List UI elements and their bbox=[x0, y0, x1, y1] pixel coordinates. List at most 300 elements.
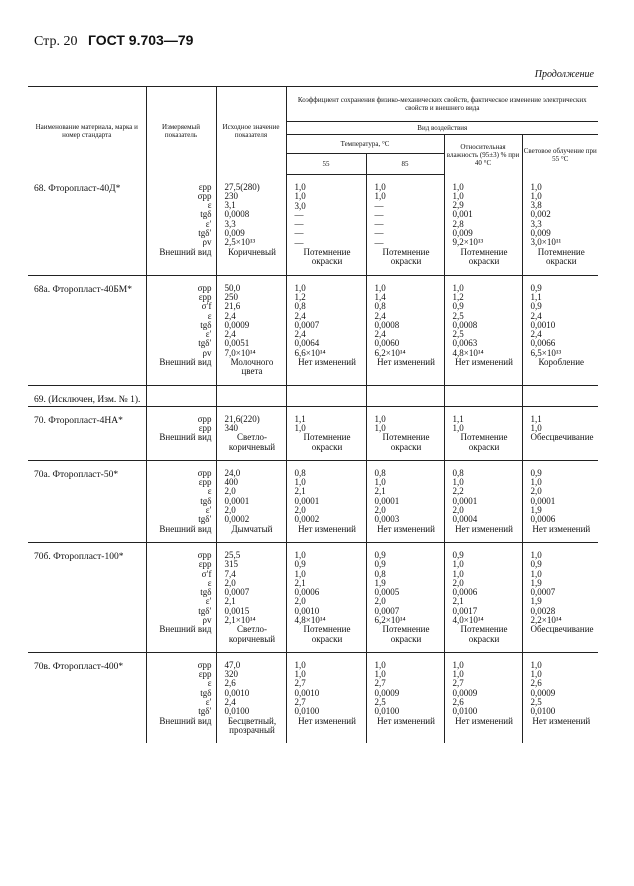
cell-indicator bbox=[146, 460, 216, 542]
light-value: 0,0100 bbox=[530, 706, 556, 717]
table-row bbox=[28, 175, 598, 276]
indicator-value: ρv bbox=[202, 237, 212, 248]
light-value: 0,0006 bbox=[530, 514, 556, 525]
indicator-value: σ′f bbox=[201, 301, 212, 312]
humidity-value: 0,9 bbox=[452, 549, 464, 560]
light-value: Коробление bbox=[538, 357, 585, 368]
t85-value: 2,0 bbox=[374, 505, 386, 516]
material-name: 70. Фторопласт-4НА* bbox=[28, 406, 146, 460]
header-indicator: Измеряемый показатель bbox=[146, 87, 216, 175]
humidity-value: 2,5 bbox=[452, 329, 464, 340]
t85-value: Потемнение окраски bbox=[382, 432, 430, 452]
humidity-value: 2,6 bbox=[452, 697, 464, 708]
initial-value: 2,4 bbox=[224, 697, 236, 708]
light-value: 0,0010 bbox=[530, 319, 556, 330]
humidity-value: 0,009 bbox=[452, 227, 473, 238]
material-name: 68. Фторопласт-40Д* bbox=[34, 183, 121, 194]
light-value: Нет изменений bbox=[532, 523, 591, 534]
initial-value: 7,0×10¹⁴ bbox=[224, 347, 256, 358]
indicator-value: tgδ′ bbox=[198, 338, 212, 349]
humidity-value: 0,9 bbox=[452, 301, 464, 312]
t55-value: 0,0007 bbox=[294, 319, 320, 330]
t85-value: Потемнение окраски bbox=[382, 247, 430, 267]
indicator-value: ε bbox=[207, 577, 212, 588]
light-value: 0,9 bbox=[530, 559, 542, 570]
cell-humidity bbox=[444, 406, 522, 460]
humidity-value: 2,9 bbox=[452, 200, 464, 211]
initial-value: 400 bbox=[224, 477, 238, 488]
humidity-value: 2,0 bbox=[452, 577, 464, 588]
table-row bbox=[28, 406, 598, 460]
t55-value: 2,4 bbox=[294, 329, 306, 340]
indicator-value: ε bbox=[207, 200, 212, 211]
indicator-value: ε bbox=[207, 678, 212, 689]
light-value: 1,0 bbox=[530, 568, 542, 579]
t55-value: 2,1 bbox=[294, 577, 306, 588]
initial-value: Молочного цвета bbox=[230, 357, 274, 377]
header-t55: 55 bbox=[286, 154, 366, 175]
initial-value: 0,0100 bbox=[224, 706, 250, 717]
light-value: 0,9 bbox=[530, 467, 542, 478]
cell-light bbox=[522, 275, 598, 385]
cell-initial bbox=[216, 385, 286, 406]
light-value: Обесцвечивание bbox=[530, 432, 594, 443]
light-value: Нет изменений bbox=[532, 715, 591, 726]
initial-value: 2,5×10¹³ bbox=[224, 237, 256, 248]
header-t85: 85 bbox=[366, 154, 444, 175]
humidity-value: 1,1 bbox=[452, 413, 464, 424]
t85-value: Нет изменений bbox=[377, 357, 435, 368]
indicator-value: σ′f bbox=[201, 568, 212, 579]
cell-indicator bbox=[146, 175, 216, 276]
t85-value: 0,0005 bbox=[374, 587, 400, 598]
initial-value: Светло-коричневый bbox=[228, 624, 276, 644]
humidity-value: Потемнение окраски bbox=[460, 432, 508, 452]
cell-humidity bbox=[444, 175, 522, 276]
indicator-value: Внешний вид bbox=[159, 624, 212, 635]
indicator-value: σрр bbox=[197, 282, 212, 293]
indicator-value: tgδ bbox=[200, 209, 212, 220]
cell-t55 bbox=[286, 275, 366, 385]
t55-value: 0,8 bbox=[294, 467, 306, 478]
t85-value: 1,0 bbox=[374, 413, 386, 424]
humidity-value: 4,8×10¹⁴ bbox=[452, 347, 484, 358]
indicator-value: σрр bbox=[197, 413, 212, 424]
humidity-value: 2,1 bbox=[452, 596, 464, 607]
table-body bbox=[28, 175, 598, 744]
light-value: 0,0007 bbox=[530, 587, 556, 598]
t55-value: — bbox=[294, 237, 304, 248]
table-row bbox=[28, 385, 598, 406]
cell-indicator bbox=[146, 652, 216, 743]
t85-value: — bbox=[374, 200, 384, 211]
t55-value: 2,7 bbox=[294, 678, 306, 689]
light-value: 1,0 bbox=[530, 181, 542, 192]
initial-value: 230 bbox=[224, 190, 238, 201]
humidity-value: 1,0 bbox=[452, 181, 464, 192]
initial-value: 315 bbox=[224, 559, 238, 570]
t55-value: Нет изменений bbox=[298, 715, 356, 726]
initial-value: 3,3 bbox=[224, 218, 236, 229]
initial-value: 27,5(280) bbox=[224, 181, 260, 192]
initial-value: 0,0009 bbox=[224, 319, 250, 330]
cell-t55 bbox=[286, 460, 366, 542]
initial-value: 50,0 bbox=[224, 282, 241, 293]
humidity-value: 2,7 bbox=[452, 678, 464, 689]
indicator-value: Внешний вид bbox=[159, 357, 212, 368]
t55-value: Потемнение окраски bbox=[303, 432, 351, 452]
initial-value: 7,4 bbox=[224, 568, 236, 579]
humidity-value: 0,0063 bbox=[452, 338, 478, 349]
t85-value: Нет изменений bbox=[377, 715, 435, 726]
light-value: 0,009 bbox=[530, 227, 551, 238]
light-value: 6,5×10¹³ bbox=[530, 347, 562, 358]
header-impact: Вид воздействия bbox=[286, 122, 598, 135]
t55-value: 3,0 bbox=[294, 200, 306, 211]
t55-value: 1,0 bbox=[294, 191, 306, 202]
t55-value: 0,0064 bbox=[294, 338, 320, 349]
t85-value: 0,0008 bbox=[374, 319, 400, 330]
cell-t55 bbox=[286, 406, 366, 460]
t85-value: 2,4 bbox=[374, 329, 386, 340]
cell-indicator bbox=[146, 275, 216, 385]
humidity-value: 4,0×10¹⁴ bbox=[452, 614, 484, 625]
cell-humidity bbox=[444, 275, 522, 385]
material-name: 70а. Фторопласт-50* bbox=[28, 460, 146, 542]
t85-value: 0,0007 bbox=[374, 605, 400, 616]
initial-value: 2,0 bbox=[224, 486, 236, 497]
header-temperature: Температура, °С bbox=[286, 135, 444, 154]
light-value: 1,0 bbox=[530, 190, 542, 201]
cell-initial bbox=[216, 652, 286, 743]
cell-initial bbox=[216, 460, 286, 542]
indicator-value: tgδ′ bbox=[198, 605, 212, 616]
humidity-value: 1,0 bbox=[452, 190, 464, 201]
page-number: Стр. 20 bbox=[34, 34, 78, 49]
light-value: Потемнение окраски bbox=[537, 246, 585, 266]
cell-t85 bbox=[366, 175, 444, 276]
light-value: 2,4 bbox=[530, 310, 542, 321]
humidity-value: 1,2 bbox=[452, 291, 464, 302]
cell-t85 bbox=[366, 406, 444, 460]
cell-light bbox=[522, 542, 598, 652]
initial-value: Светло-коричневый bbox=[228, 432, 276, 452]
humidity-value: Потемнение окраски bbox=[460, 624, 508, 644]
initial-value: 320 bbox=[224, 669, 238, 680]
initial-value: 25,5 bbox=[224, 549, 241, 560]
table-header bbox=[28, 87, 598, 175]
t55-value: 1,0 bbox=[294, 282, 306, 293]
light-value: 1,0 bbox=[530, 669, 542, 680]
page-header bbox=[34, 32, 193, 50]
t55-value: 2,0 bbox=[294, 596, 306, 607]
t85-value: 1,0 bbox=[374, 669, 386, 680]
indicator-value: Внешний вид bbox=[159, 432, 212, 443]
initial-value: 2,1×10¹⁴ bbox=[224, 614, 256, 625]
light-value: 1,9 bbox=[530, 505, 542, 516]
indicator-value: tgδ bbox=[200, 319, 212, 330]
t55-value: 0,9 bbox=[294, 559, 306, 570]
t55-value: 1,0 bbox=[294, 669, 306, 680]
indicator-value: tgδ′ bbox=[198, 227, 212, 238]
indicator-value: tgδ′ bbox=[198, 706, 212, 717]
indicator-value: εрр bbox=[198, 181, 212, 192]
t55-value: 0,0010 bbox=[294, 605, 320, 616]
indicator-value: ε bbox=[207, 486, 212, 497]
cell-light bbox=[522, 175, 598, 276]
humidity-value: 0,0004 bbox=[452, 514, 478, 525]
cell-humidity bbox=[444, 542, 522, 652]
cell-indicator bbox=[146, 385, 216, 406]
continuation-label: Продолжение bbox=[534, 69, 594, 80]
indicator-value: tgδ bbox=[200, 687, 212, 698]
t55-value: 1,0 bbox=[294, 568, 306, 579]
t55-value: 1,0 bbox=[294, 477, 306, 488]
t85-value: 0,0009 bbox=[374, 687, 400, 698]
initial-value: 0,0002 bbox=[224, 514, 250, 525]
standard-number: ГОСТ 9.703—79 bbox=[87, 32, 194, 48]
cell-t85 bbox=[366, 542, 444, 652]
initial-value: 340 bbox=[224, 422, 238, 433]
t85-value: 6,2×10¹⁴ bbox=[374, 614, 406, 625]
humidity-value: Нет изменений bbox=[455, 715, 513, 726]
initial-value: 0,0010 bbox=[224, 687, 250, 698]
indicator-value: σрр bbox=[197, 467, 212, 478]
material-name: 70б. Фторопласт-100* bbox=[28, 542, 146, 652]
indicator-value: ε′ bbox=[205, 697, 212, 708]
indicator-value: ε′ bbox=[205, 329, 212, 340]
t85-value: Нет изменений bbox=[377, 523, 435, 534]
light-value: 2,5 bbox=[530, 697, 542, 708]
header-humidity: Относительная влажность (95±3) % при 40 °С bbox=[444, 135, 522, 175]
humidity-value: 0,0009 bbox=[452, 687, 478, 698]
t85-value: 0,0001 bbox=[374, 495, 400, 506]
cell-light bbox=[522, 385, 598, 406]
t85-value: 2,0 bbox=[374, 596, 386, 607]
initial-value: 2,4 bbox=[224, 329, 236, 340]
t55-value: 1,0 bbox=[294, 182, 306, 192]
t55-value: 2,4 bbox=[294, 310, 306, 321]
light-value: 2,2×10¹⁴ bbox=[530, 614, 562, 625]
humidity-value: 0,0001 bbox=[452, 495, 478, 506]
header-group-title: Коэффициент сохранения физико-механических свойств, фактическое изменение электрических свойств и внешнего вида bbox=[286, 87, 598, 122]
humidity-value: 1,0 bbox=[452, 559, 464, 570]
light-value: 0,0028 bbox=[530, 605, 556, 616]
t55-value: — bbox=[294, 228, 304, 239]
indicator-value: Внешний вид bbox=[159, 715, 212, 726]
t85-value: — bbox=[374, 209, 384, 220]
humidity-value: 0,0006 bbox=[452, 587, 478, 598]
header-name: Наименование материала, марка и номер стандарта bbox=[28, 87, 146, 175]
material-name: 69. (Исключен, Изм. № 1). bbox=[28, 385, 146, 406]
t85-value: 1,0 bbox=[374, 477, 386, 488]
light-value: 2,0 bbox=[530, 486, 542, 497]
indicator-value: ε′ bbox=[205, 218, 212, 229]
cell-humidity bbox=[444, 385, 522, 406]
table-row bbox=[28, 542, 598, 652]
t85-value: 0,0003 bbox=[374, 514, 400, 525]
t55-value: Потемнение окраски bbox=[303, 624, 351, 644]
t55-value: 1,0 bbox=[294, 549, 306, 560]
initial-value: 2,6 bbox=[224, 678, 236, 689]
indicator-value: εрр bbox=[198, 291, 212, 302]
light-value: 2,4 bbox=[530, 329, 542, 340]
cell-light bbox=[522, 652, 598, 743]
cell-indicator bbox=[146, 542, 216, 652]
humidity-value: 1,0 bbox=[452, 422, 464, 433]
humidity-value: Потемнение окраски bbox=[460, 246, 508, 266]
t55-value: 0,0006 bbox=[294, 587, 320, 598]
cell-t55 bbox=[286, 385, 366, 406]
light-value: 1,0 bbox=[530, 477, 542, 488]
humidity-value: 0,0008 bbox=[452, 319, 478, 330]
light-value: 2,6 bbox=[530, 678, 542, 689]
t85-value: 2,4 bbox=[374, 310, 386, 321]
table-row bbox=[28, 460, 598, 542]
humidity-value: 1,0 bbox=[452, 477, 464, 488]
t85-value: 0,8 bbox=[374, 301, 386, 312]
humidity-value: 1,0 bbox=[452, 282, 464, 293]
t55-value: 0,8 bbox=[294, 301, 306, 312]
t55-value: Нет изменений bbox=[298, 523, 356, 534]
humidity-value: 2,5 bbox=[452, 310, 464, 321]
t85-value: 0,0100 bbox=[374, 706, 400, 717]
indicator-value: σрр bbox=[197, 549, 212, 560]
humidity-value: Нет изменений bbox=[455, 523, 513, 534]
cell-humidity bbox=[444, 460, 522, 542]
initial-value: 250 bbox=[224, 291, 238, 302]
material-name: 68а. Фторопласт-40БМ* bbox=[28, 275, 146, 385]
indicator-value: εрр bbox=[198, 669, 212, 680]
t85-value: 0,0060 bbox=[374, 338, 400, 349]
humidity-value: 1,0 bbox=[452, 669, 464, 680]
initial-value: 21,6(220) bbox=[224, 413, 260, 424]
cell-initial bbox=[216, 275, 286, 385]
humidity-value: 2,8 bbox=[452, 218, 464, 229]
light-value: 1,0 bbox=[530, 659, 542, 670]
light-value: 3,0×10¹¹ bbox=[530, 237, 562, 248]
t85-value: 1,0 bbox=[374, 422, 386, 433]
cell-indicator bbox=[146, 406, 216, 460]
t85-value: 1,0 bbox=[374, 182, 386, 192]
cell-t85 bbox=[366, 275, 444, 385]
initial-value: Коричневый bbox=[228, 246, 276, 257]
t55-value: 0,0010 bbox=[294, 687, 320, 698]
cell-t55 bbox=[286, 542, 366, 652]
light-value: Обесцвечивание bbox=[530, 624, 594, 635]
indicator-value: tgδ bbox=[200, 587, 212, 598]
t55-value: Потемнение окраски bbox=[303, 247, 351, 267]
light-value: 1,9 bbox=[530, 577, 542, 588]
light-value: 3,3 bbox=[530, 218, 542, 229]
t55-value: 1,0 bbox=[294, 422, 306, 433]
t85-value: — bbox=[374, 219, 384, 230]
cell-humidity bbox=[444, 652, 522, 743]
cell-t85 bbox=[366, 385, 444, 406]
humidity-value: 9,2×10¹³ bbox=[452, 237, 484, 248]
t85-value: 2,7 bbox=[374, 678, 386, 689]
t85-value: — bbox=[374, 228, 384, 239]
humidity-value: Нет изменений bbox=[455, 357, 513, 368]
initial-value: 47,0 bbox=[224, 659, 241, 670]
t55-value: 2,1 bbox=[294, 486, 306, 497]
humidity-value: 2,2 bbox=[452, 486, 464, 497]
humidity-value: 2,0 bbox=[452, 505, 464, 516]
initial-value: 21,6 bbox=[224, 301, 241, 312]
t85-value: 1,0 bbox=[374, 659, 386, 670]
indicator-value: ρv bbox=[202, 614, 212, 625]
t85-value: 6,2×10¹⁴ bbox=[374, 347, 406, 358]
t85-value: Потемнение окраски bbox=[382, 624, 430, 644]
initial-value: 0,009 bbox=[224, 227, 245, 238]
light-value: 1,0 bbox=[530, 422, 542, 433]
humidity-value: 1,0 bbox=[452, 659, 464, 670]
indicator-value: εрр bbox=[198, 559, 212, 570]
initial-value: 0,0051 bbox=[224, 338, 250, 349]
humidity-value: 0,0017 bbox=[452, 605, 478, 616]
humidity-value: 0,8 bbox=[452, 467, 464, 478]
t55-value: 1,1 bbox=[294, 413, 306, 424]
indicator-value: ε′ bbox=[205, 596, 212, 607]
cell-t85 bbox=[366, 460, 444, 542]
initial-value: 2,0 bbox=[224, 505, 236, 516]
t55-value: 1,2 bbox=[294, 291, 306, 302]
light-value: 0,0066 bbox=[530, 338, 556, 349]
t85-value: 2,5 bbox=[374, 697, 386, 708]
indicator-value: ε bbox=[207, 310, 212, 321]
t55-value: 2,0 bbox=[294, 505, 306, 516]
light-value: 1,9 bbox=[530, 596, 542, 607]
t85-value: 1,4 bbox=[374, 291, 386, 302]
t85-value: 0,9 bbox=[374, 559, 386, 570]
t55-value: 6,6×10¹⁴ bbox=[294, 347, 326, 358]
t85-value: 2,1 bbox=[374, 486, 386, 497]
initial-value: 0,0001 bbox=[224, 495, 250, 506]
initial-value: 2,4 bbox=[224, 310, 236, 321]
cell-t55 bbox=[286, 175, 366, 276]
cell-initial bbox=[216, 406, 286, 460]
light-value: 1,1 bbox=[530, 291, 542, 302]
initial-value: 24,0 bbox=[224, 467, 241, 478]
header-light: Световое облучение при 55 °С bbox=[522, 135, 598, 175]
t85-value: 0,8 bbox=[374, 467, 386, 478]
table-row bbox=[28, 275, 598, 385]
table-row bbox=[28, 652, 598, 743]
initial-value: 0,0008 bbox=[224, 209, 250, 220]
initial-value: 2,0 bbox=[224, 577, 236, 588]
t55-value: 2,7 bbox=[294, 697, 306, 708]
indicator-value: σрр bbox=[197, 659, 212, 670]
light-value: 0,002 bbox=[530, 209, 551, 220]
t55-value: Нет изменений bbox=[298, 357, 356, 368]
initial-value: 3,1 bbox=[224, 200, 236, 211]
light-value: 0,9 bbox=[530, 301, 542, 312]
cell-initial bbox=[216, 175, 286, 276]
indicator-value: εрр bbox=[198, 422, 212, 433]
t85-value: 0,8 bbox=[374, 568, 386, 579]
light-value: 1,1 bbox=[530, 413, 542, 424]
indicator-value: Внешний вид bbox=[159, 523, 212, 534]
t85-value: 1,9 bbox=[374, 577, 386, 588]
cell-light bbox=[522, 406, 598, 460]
t85-value: — bbox=[374, 237, 384, 248]
cell-t55 bbox=[286, 652, 366, 743]
initial-value: Дымчатый bbox=[231, 523, 273, 534]
indicator-value: tgδ bbox=[200, 495, 212, 506]
initial-value: 0,0015 bbox=[224, 605, 250, 616]
indicator-value: tgδ′ bbox=[198, 514, 212, 525]
t55-value: 0,0001 bbox=[294, 495, 320, 506]
